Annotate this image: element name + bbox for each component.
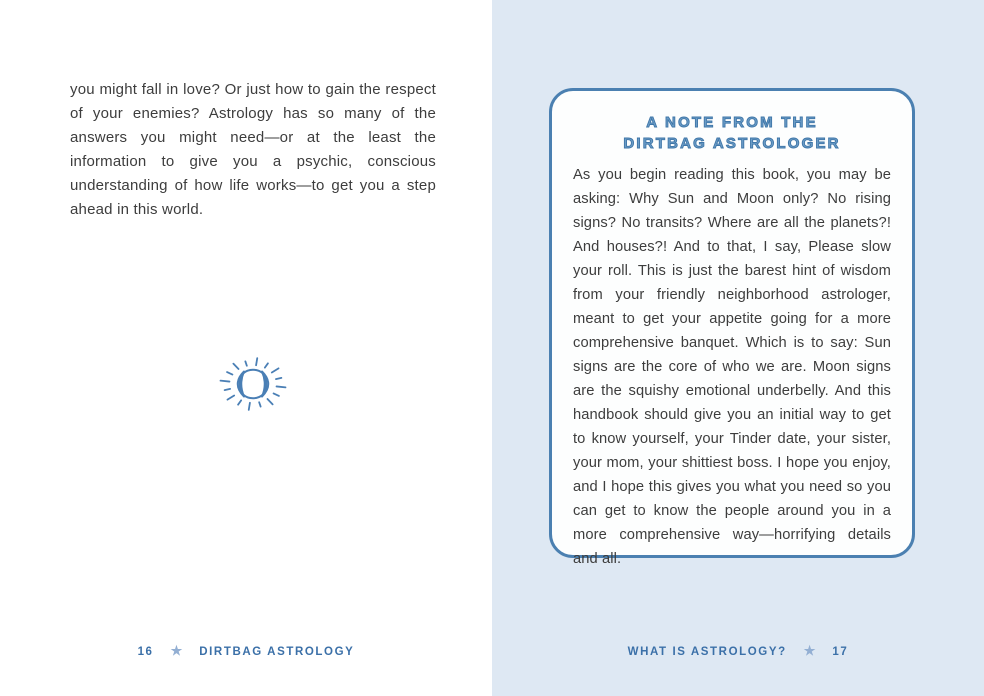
note-body: As you begin reading this book, you may be asking: Why Sun and Moon only? No rising signs? No transits? Where are all the planets?! And houses?! And to that, I say, Please slow your roll. This is just the barest hint of wisdom from your friendly neighborhood astrologer, meant to get your appetite going for a more comprehensive banquet. Which is to say: Sun signs are the core of who we are. Moon signs are the squishy emotional underbelly. And this handbook should give you an initial way to get to know yourself, your Tinder date, your sister, your mom, your shittiest boss. I hope you enjoy, and I hope this gives you what you need so you can get to know the people around you in a more comprehensive way—horrifying details and all. bbox=[573, 167, 891, 567]
left-page-footer bbox=[0, 645, 492, 658]
star-icon: ★ bbox=[803, 643, 816, 658]
page-number: 16 bbox=[137, 645, 154, 658]
page-number: 17 bbox=[832, 645, 849, 658]
note-box bbox=[549, 88, 915, 567]
chapter-title: WHAT IS ASTROLOGY? bbox=[627, 645, 787, 658]
book-title: DIRTBAG ASTROLOGY bbox=[199, 645, 355, 658]
note-title bbox=[573, 112, 891, 154]
sun-rays bbox=[221, 358, 286, 410]
sun-moon-eclipse-icon bbox=[211, 346, 295, 422]
left-page-paragraph: you might fall in love? Or just how to gain the respect of your enemies? Astrology has so many of the answers you might need—or at the least the information to give you a psychic, conscious understanding of how life works—to get you a step ahead in this world. bbox=[70, 81, 436, 218]
note-title-line1: A NOTE FROM THE bbox=[646, 114, 818, 131]
note-title-line2: DIRTBAG ASTROLOGER bbox=[623, 135, 841, 152]
star-icon: ★ bbox=[170, 643, 183, 658]
right-page bbox=[492, 0, 984, 696]
right-page-footer bbox=[492, 645, 984, 658]
